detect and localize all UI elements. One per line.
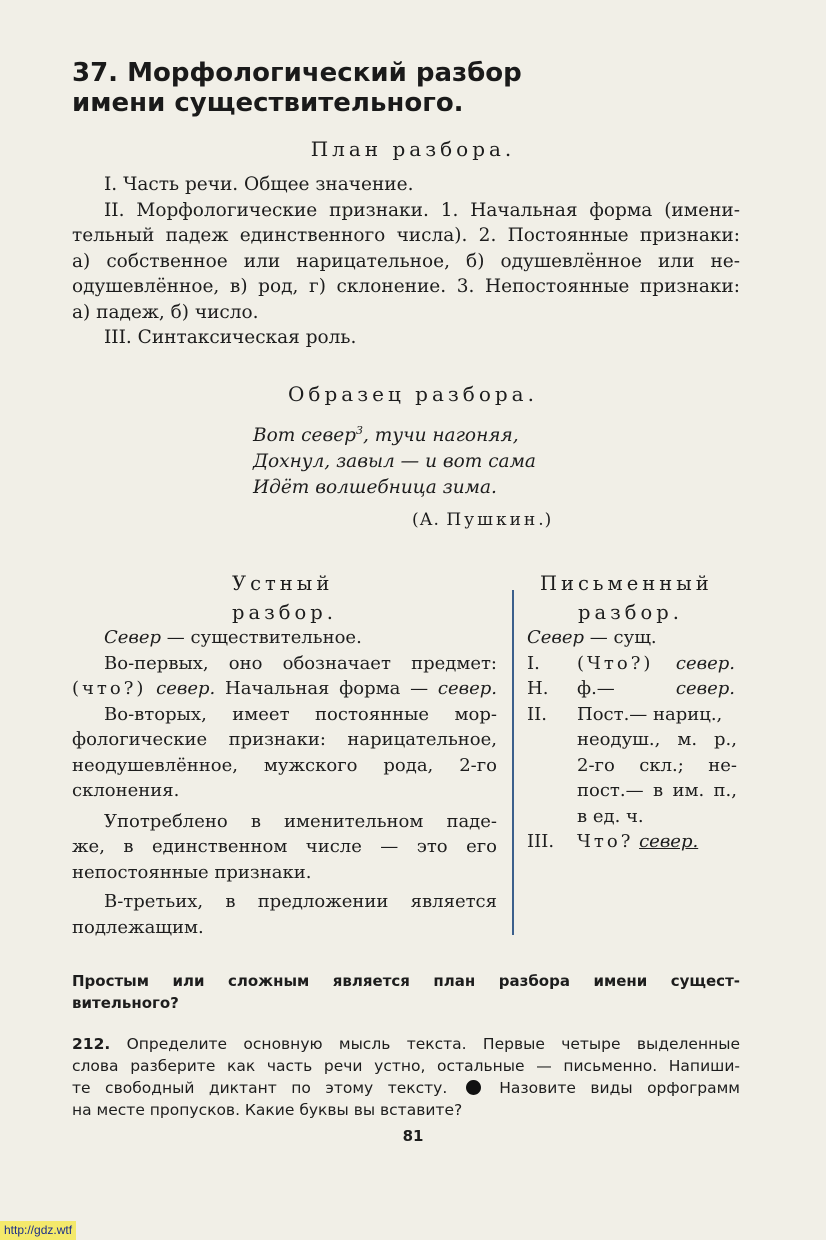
oral-analysis xyxy=(72,625,497,940)
written-text xyxy=(577,651,735,677)
word-italic: север. xyxy=(675,678,735,699)
section-heading xyxy=(72,58,712,118)
oral-line: фологические признаки: нарицательное, xyxy=(72,729,497,750)
bullet-dot-icon xyxy=(466,1080,481,1095)
abbrev-label: Н. xyxy=(527,678,549,699)
poem xyxy=(253,418,536,501)
question-word: (что?) xyxy=(72,678,147,699)
plan-line: III. Синтаксическая роль. xyxy=(104,327,357,348)
written-line xyxy=(527,702,737,728)
exercise-text: те свободный диктант по этому тексту. xyxy=(72,1079,448,1097)
watermark-link[interactable]: http://gdz.wtf xyxy=(0,1221,76,1240)
oral-line: подлежащим. xyxy=(72,916,204,938)
written-heading-line: разбор. xyxy=(578,601,683,624)
question-word: (Что?) xyxy=(577,652,654,674)
heading-line-2: имени существительного. xyxy=(72,88,464,118)
roman-numeral: II. xyxy=(527,703,547,725)
written-line: пост.— в им. п., xyxy=(577,780,737,801)
oral-line xyxy=(72,676,497,702)
oral-text: Начальная форма — xyxy=(225,678,429,699)
column-divider xyxy=(512,590,514,935)
plan-list xyxy=(72,172,740,351)
written-text xyxy=(577,676,735,702)
oral-line: же, в единственном числе — это его xyxy=(72,836,497,857)
exercise-number: 212. xyxy=(72,1035,111,1053)
word-italic: Север xyxy=(104,627,162,648)
question-line: вительного? xyxy=(72,994,179,1012)
written-line xyxy=(527,625,737,651)
poem-line: Идёт волшебница зима. xyxy=(253,477,497,499)
oral-line xyxy=(72,625,497,651)
written-line: 2-го скл.; не- xyxy=(577,754,737,776)
exercise-line: слова разберите как часть речи устно, остальные — письменно. Напиши- xyxy=(72,1057,740,1075)
oral-heading xyxy=(232,569,337,627)
plan-line: тельный падеж единственного числа). 2. Постоянные признаки: xyxy=(72,225,740,246)
roman-numeral: III. xyxy=(527,831,555,852)
roman-numeral: I. xyxy=(527,652,540,674)
exercise-text: Назовите виды орфограмм xyxy=(499,1079,740,1097)
poem-word: Вот север xyxy=(253,425,357,447)
exercise-line xyxy=(72,1033,740,1055)
plan-line: I. Часть речи. Общее значение. xyxy=(104,174,414,195)
question-word: Что? xyxy=(577,831,634,852)
plan-line: одушевлённое, в) род, г) склонение. 3. Непостоянные признаки: xyxy=(72,276,740,297)
oral-line: Употреблено в именительном паде- xyxy=(104,810,497,832)
oral-line: непостоянные признаки. xyxy=(72,861,312,883)
word-italic: Север xyxy=(527,627,585,648)
plan-title: План разбора. xyxy=(310,137,516,161)
oral-line: Во-вторых, имеет постоянные мор- xyxy=(104,703,497,725)
written-analysis xyxy=(527,625,737,855)
written-line: неодуш., м. р., xyxy=(577,729,737,750)
footnote-mark: 3 xyxy=(356,424,364,437)
heading-line-1: 37. Морфологический разбор xyxy=(72,58,522,88)
page-number: 81 xyxy=(402,1127,424,1145)
review-question xyxy=(72,970,740,1014)
word-italic: север. xyxy=(156,678,216,699)
written-heading-line: Письменный xyxy=(540,572,713,595)
oral-line: В-третьих, в предложении является xyxy=(104,891,497,912)
plan-line: II. Морфологические признаки. 1. Начальная форма (имени- xyxy=(104,199,740,221)
author-paren: .) xyxy=(538,510,553,530)
plan-line: а) собственное или нарицательное, б) одушевлённое или не- xyxy=(72,250,740,272)
written-line xyxy=(527,829,737,855)
oral-line: неодушевлённое, мужского рода, 2-го xyxy=(72,754,497,776)
oral-heading-line: Устный xyxy=(232,572,334,595)
question-line: Простым или сложным является план разбора имени сущест- xyxy=(72,972,740,990)
exercise-line xyxy=(72,1077,740,1099)
written-line xyxy=(527,651,737,677)
sample-title: Образец разбора. xyxy=(288,382,538,406)
author-name: Пушкин xyxy=(446,510,539,530)
written-line: в ед. ч. xyxy=(577,805,644,827)
word-italic: север. xyxy=(675,652,735,674)
word-italic-underlined: север. xyxy=(639,831,699,852)
poem-author xyxy=(412,510,552,530)
poem-text: , тучи нагоняя, xyxy=(363,425,519,447)
word-italic: север. xyxy=(437,678,497,699)
poem-line: Дохнул, завыл — и вот сама xyxy=(253,451,536,473)
exercise-212 xyxy=(72,1033,740,1121)
exercise-line: на месте пропусков. Какие буквы вы вставите? xyxy=(72,1101,463,1119)
written-text: Пост.— нариц., xyxy=(577,703,723,725)
written-heading xyxy=(540,569,713,627)
oral-heading-line: разбор. xyxy=(232,601,337,624)
written-text: — сущ. xyxy=(584,627,657,648)
oral-text: — существительное. xyxy=(161,627,362,648)
exercise-text: Определите основную мысль текста. Первые четыре выделенные xyxy=(110,1035,740,1053)
author-paren: (А. xyxy=(412,510,447,530)
poem-line xyxy=(253,418,536,449)
written-line xyxy=(527,676,737,702)
plan-line: а) падеж, б) число. xyxy=(72,301,259,323)
oral-line: Во-первых, оно обозначает предмет: xyxy=(104,652,497,674)
abbrev-text: ф.— xyxy=(577,678,615,699)
oral-line: склонения. xyxy=(72,780,180,801)
